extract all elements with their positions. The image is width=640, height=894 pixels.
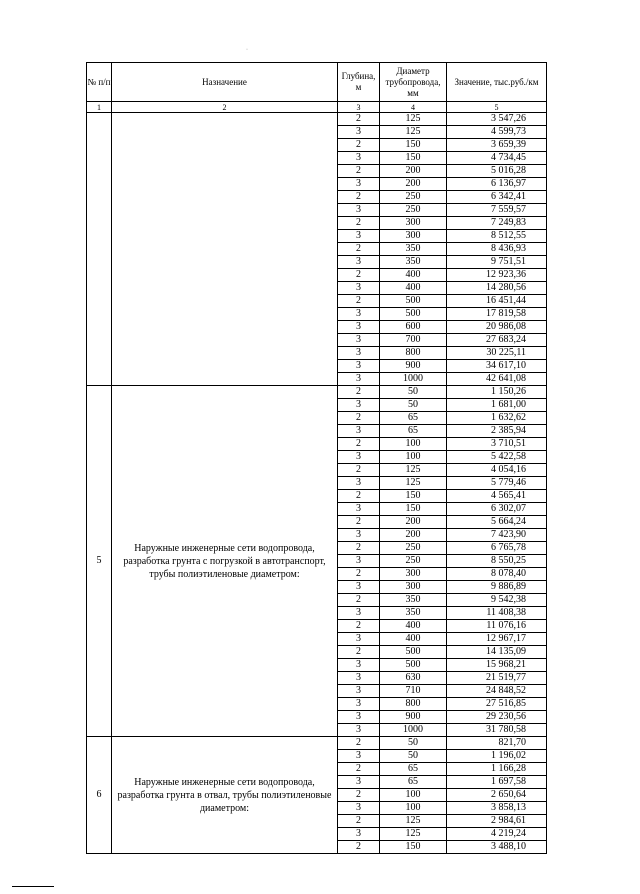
header-row xyxy=(87,63,547,102)
depth-cell: 3 xyxy=(338,802,380,815)
depth-cell: 3 xyxy=(338,750,380,763)
depth-cell: 3 xyxy=(338,711,380,724)
diameter-cell: 300 xyxy=(380,230,447,243)
diameter-cell: 125 xyxy=(380,477,447,490)
value-cell: 6 765,78 xyxy=(447,542,547,555)
diameter-cell: 50 xyxy=(380,737,447,750)
value-cell: 5 422,58 xyxy=(447,451,547,464)
diameter-cell: 125 xyxy=(380,464,447,477)
depth-cell: 2 xyxy=(338,295,380,308)
diameter-cell: 100 xyxy=(380,438,447,451)
depth-cell: 2 xyxy=(338,243,380,256)
column-number: 4 xyxy=(380,102,447,113)
value-cell: 20 986,08 xyxy=(447,321,547,334)
depth-cell: 3 xyxy=(338,529,380,542)
diameter-cell: 50 xyxy=(380,386,447,399)
column-number: 3 xyxy=(338,102,380,113)
value-cell: 9 886,89 xyxy=(447,581,547,594)
table-row xyxy=(87,386,547,399)
item-description: Наружные инженерные сети водопровода, разработка грунта с погрузкой в автотранспорт, трубы полиэтиленовые диаметром: xyxy=(112,386,338,737)
item-number: 5 xyxy=(87,386,112,737)
diameter-cell: 800 xyxy=(380,347,447,360)
depth-cell: 2 xyxy=(338,568,380,581)
value-cell: 21 519,77 xyxy=(447,672,547,685)
depth-cell: 3 xyxy=(338,451,380,464)
diameter-cell: 1000 xyxy=(380,724,447,737)
depth-cell: 3 xyxy=(338,828,380,841)
value-cell: 11 076,16 xyxy=(447,620,547,633)
depth-cell: 3 xyxy=(338,308,380,321)
diameter-cell: 630 xyxy=(380,672,447,685)
diameter-cell: 250 xyxy=(380,191,447,204)
depth-cell: 3 xyxy=(338,152,380,165)
diameter-cell: 150 xyxy=(380,139,447,152)
diameter-cell: 65 xyxy=(380,425,447,438)
table-body xyxy=(87,113,547,854)
value-cell: 16 451,44 xyxy=(447,295,547,308)
value-cell: 17 819,58 xyxy=(447,308,547,321)
value-cell: 11 408,38 xyxy=(447,607,547,620)
diameter-cell: 200 xyxy=(380,516,447,529)
depth-cell: 3 xyxy=(338,373,380,386)
header-diameter: Диаметр трубопровода, мм xyxy=(380,63,447,102)
price-table xyxy=(86,62,547,854)
column-number-row xyxy=(87,102,547,113)
value-cell: 1 196,02 xyxy=(447,750,547,763)
depth-cell: 2 xyxy=(338,191,380,204)
diameter-cell: 125 xyxy=(380,126,447,139)
column-number: 2 xyxy=(112,102,338,113)
diameter-cell: 300 xyxy=(380,217,447,230)
table-row xyxy=(87,113,547,126)
value-cell: 2 984,61 xyxy=(447,815,547,828)
value-cell: 12 967,17 xyxy=(447,633,547,646)
depth-cell: 2 xyxy=(338,516,380,529)
depth-cell: 3 xyxy=(338,178,380,191)
depth-cell: 3 xyxy=(338,477,380,490)
depth-cell: 2 xyxy=(338,217,380,230)
depth-cell: 2 xyxy=(338,542,380,555)
diameter-cell: 700 xyxy=(380,334,447,347)
depth-cell: 3 xyxy=(338,776,380,789)
depth-cell: 3 xyxy=(338,204,380,217)
value-cell: 4 219,24 xyxy=(447,828,547,841)
diameter-cell: 50 xyxy=(380,399,447,412)
diameter-cell: 350 xyxy=(380,594,447,607)
value-cell: 7 423,90 xyxy=(447,529,547,542)
value-cell: 1 632,62 xyxy=(447,412,547,425)
diameter-cell: 500 xyxy=(380,295,447,308)
value-cell: 42 641,08 xyxy=(447,373,547,386)
value-cell: 14 135,09 xyxy=(447,646,547,659)
value-cell: 5 779,46 xyxy=(447,477,547,490)
depth-cell: 2 xyxy=(338,113,380,126)
diameter-cell: 50 xyxy=(380,750,447,763)
diameter-cell: 350 xyxy=(380,607,447,620)
value-cell: 6 136,97 xyxy=(447,178,547,191)
item-number: 6 xyxy=(87,737,112,854)
value-cell: 7 559,57 xyxy=(447,204,547,217)
diameter-cell: 200 xyxy=(380,165,447,178)
diameter-cell: 400 xyxy=(380,282,447,295)
depth-cell: 2 xyxy=(338,269,380,282)
diameter-cell: 200 xyxy=(380,529,447,542)
diameter-cell: 150 xyxy=(380,490,447,503)
value-cell: 27 516,85 xyxy=(447,698,547,711)
value-cell: 3 858,13 xyxy=(447,802,547,815)
value-cell: 3 710,51 xyxy=(447,438,547,451)
value-cell: 12 923,36 xyxy=(447,269,547,282)
diameter-cell: 65 xyxy=(380,763,447,776)
value-cell: 8 512,55 xyxy=(447,230,547,243)
diameter-cell: 150 xyxy=(380,152,447,165)
table-row xyxy=(87,737,547,750)
depth-cell: 2 xyxy=(338,620,380,633)
depth-cell: 3 xyxy=(338,230,380,243)
depth-cell: 3 xyxy=(338,126,380,139)
diameter-cell: 150 xyxy=(380,503,447,516)
depth-cell: 2 xyxy=(338,412,380,425)
diameter-cell: 65 xyxy=(380,776,447,789)
diameter-cell: 710 xyxy=(380,685,447,698)
diameter-cell: 350 xyxy=(380,256,447,269)
diameter-cell: 65 xyxy=(380,412,447,425)
diameter-cell: 400 xyxy=(380,620,447,633)
diameter-cell: 400 xyxy=(380,633,447,646)
scan-mark: · xyxy=(246,47,248,53)
depth-cell: 3 xyxy=(338,256,380,269)
depth-cell: 3 xyxy=(338,360,380,373)
diameter-cell: 200 xyxy=(380,178,447,191)
depth-cell: 3 xyxy=(338,724,380,737)
value-cell: 2 385,94 xyxy=(447,425,547,438)
depth-cell: 2 xyxy=(338,815,380,828)
depth-cell: 3 xyxy=(338,321,380,334)
diameter-cell: 350 xyxy=(380,243,447,256)
value-cell: 9 542,38 xyxy=(447,594,547,607)
value-cell: 8 550,25 xyxy=(447,555,547,568)
depth-cell: 2 xyxy=(338,737,380,750)
diameter-cell: 600 xyxy=(380,321,447,334)
value-cell: 24 848,52 xyxy=(447,685,547,698)
depth-cell: 3 xyxy=(338,698,380,711)
item-description: Наружные инженерные сети водопровода, разработка грунта в отвал, трубы полиэтиленовые диаметром: xyxy=(112,737,338,854)
diameter-cell: 100 xyxy=(380,802,447,815)
item-number xyxy=(87,113,112,386)
depth-cell: 3 xyxy=(338,347,380,360)
depth-cell: 3 xyxy=(338,555,380,568)
value-cell: 30 225,11 xyxy=(447,347,547,360)
value-cell: 821,70 xyxy=(447,737,547,750)
diameter-cell: 500 xyxy=(380,646,447,659)
value-cell: 14 280,56 xyxy=(447,282,547,295)
value-cell: 4 734,45 xyxy=(447,152,547,165)
depth-cell: 3 xyxy=(338,633,380,646)
value-cell: 1 697,58 xyxy=(447,776,547,789)
depth-cell: 3 xyxy=(338,503,380,516)
diameter-cell: 150 xyxy=(380,841,447,854)
depth-cell: 3 xyxy=(338,334,380,347)
depth-cell: 2 xyxy=(338,438,380,451)
depth-cell: 3 xyxy=(338,399,380,412)
diameter-cell: 100 xyxy=(380,451,447,464)
footnote-divider xyxy=(12,886,54,887)
value-cell: 1 150,26 xyxy=(447,386,547,399)
value-cell: 7 249,83 xyxy=(447,217,547,230)
value-cell: 29 230,56 xyxy=(447,711,547,724)
diameter-cell: 1000 xyxy=(380,373,447,386)
column-number: 1 xyxy=(87,102,112,113)
value-cell: 3 547,26 xyxy=(447,113,547,126)
value-cell: 9 751,51 xyxy=(447,256,547,269)
diameter-cell: 125 xyxy=(380,828,447,841)
depth-cell: 2 xyxy=(338,464,380,477)
diameter-cell: 900 xyxy=(380,711,447,724)
depth-cell: 2 xyxy=(338,789,380,802)
diameter-cell: 800 xyxy=(380,698,447,711)
diameter-cell: 250 xyxy=(380,555,447,568)
depth-cell: 3 xyxy=(338,672,380,685)
value-cell: 3 488,10 xyxy=(447,841,547,854)
value-cell: 1 166,28 xyxy=(447,763,547,776)
diameter-cell: 250 xyxy=(380,542,447,555)
value-cell: 6 302,07 xyxy=(447,503,547,516)
header-name: Назначение xyxy=(112,63,338,102)
depth-cell: 2 xyxy=(338,386,380,399)
value-cell: 27 683,24 xyxy=(447,334,547,347)
depth-cell: 2 xyxy=(338,841,380,854)
depth-cell: 3 xyxy=(338,659,380,672)
item-description xyxy=(112,113,338,386)
value-cell: 5 664,24 xyxy=(447,516,547,529)
depth-cell: 2 xyxy=(338,139,380,152)
value-cell: 4 565,41 xyxy=(447,490,547,503)
value-cell: 8 078,40 xyxy=(447,568,547,581)
diameter-cell: 500 xyxy=(380,308,447,321)
diameter-cell: 125 xyxy=(380,815,447,828)
header-value: Значение, тыс.руб./км xyxy=(447,63,547,102)
value-cell: 8 436,93 xyxy=(447,243,547,256)
value-cell: 34 617,10 xyxy=(447,360,547,373)
depth-cell: 3 xyxy=(338,607,380,620)
depth-cell: 2 xyxy=(338,490,380,503)
depth-cell: 3 xyxy=(338,425,380,438)
depth-cell: 2 xyxy=(338,165,380,178)
depth-cell: 3 xyxy=(338,282,380,295)
value-cell: 4 054,16 xyxy=(447,464,547,477)
diameter-cell: 400 xyxy=(380,269,447,282)
column-number: 5 xyxy=(447,102,547,113)
diameter-cell: 100 xyxy=(380,789,447,802)
diameter-cell: 125 xyxy=(380,113,447,126)
value-cell: 3 659,39 xyxy=(447,139,547,152)
header-num: № п/п xyxy=(87,63,112,102)
depth-cell: 3 xyxy=(338,685,380,698)
depth-cell: 3 xyxy=(338,581,380,594)
value-cell: 4 599,73 xyxy=(447,126,547,139)
diameter-cell: 300 xyxy=(380,568,447,581)
diameter-cell: 900 xyxy=(380,360,447,373)
value-cell: 31 780,58 xyxy=(447,724,547,737)
header-depth: Глубина, м xyxy=(338,63,380,102)
value-cell: 2 650,64 xyxy=(447,789,547,802)
diameter-cell: 300 xyxy=(380,581,447,594)
depth-cell: 2 xyxy=(338,646,380,659)
diameter-cell: 500 xyxy=(380,659,447,672)
value-cell: 15 968,21 xyxy=(447,659,547,672)
value-cell: 1 681,00 xyxy=(447,399,547,412)
value-cell: 5 016,28 xyxy=(447,165,547,178)
diameter-cell: 250 xyxy=(380,204,447,217)
depth-cell: 2 xyxy=(338,594,380,607)
depth-cell: 2 xyxy=(338,763,380,776)
value-cell: 6 342,41 xyxy=(447,191,547,204)
